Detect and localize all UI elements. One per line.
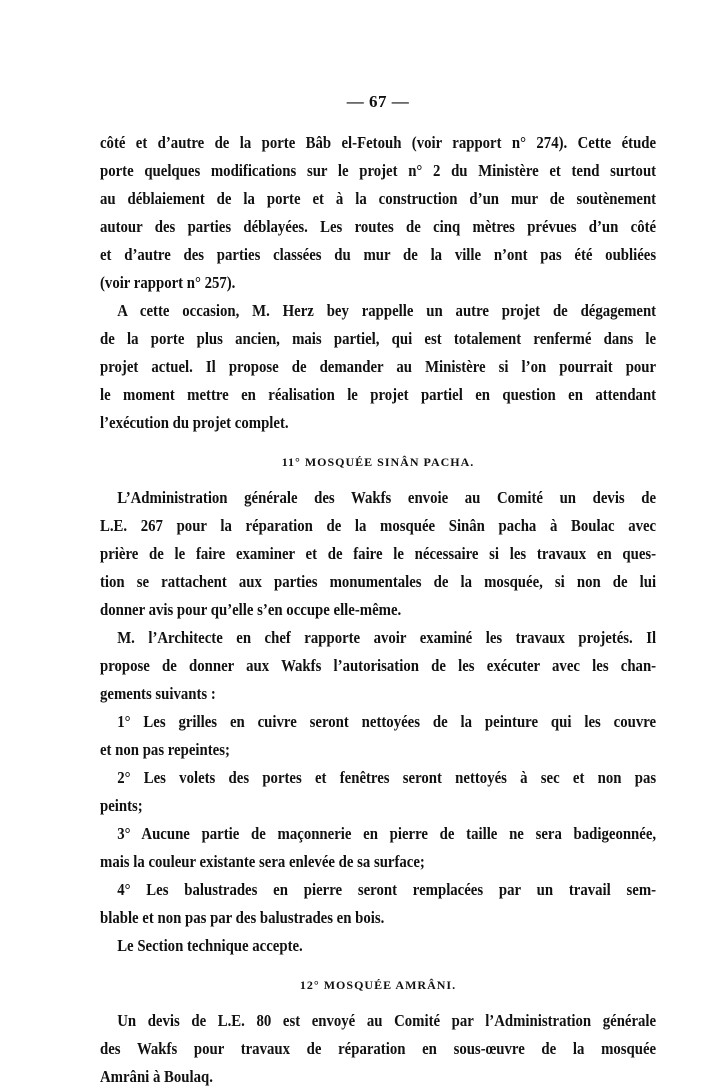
paragraph-herz-bey: [100, 297, 656, 437]
paragraph-section-accepte: [100, 932, 656, 960]
page-number: — 67 —: [346, 92, 410, 111]
section-heading-11: [100, 448, 656, 476]
text-line: Amrâni à Boulaq.: [100, 1067, 213, 1086]
text-line: mais la couleur existante sera enlevée de sa surface;: [100, 852, 425, 871]
text-line: 2° Les volets des portes et fenêtres seront nettoyés à sec et non pas: [117, 768, 657, 787]
document-page: [100, 90, 656, 1091]
section-number: 12°: [299, 978, 320, 992]
text-line: A cette occasion, M. Herz bey rappelle un autre projet de dégagement: [117, 301, 657, 320]
paragraph-amrani-devis: [100, 1007, 656, 1091]
text-line: prière de le faire examiner et de faire le nécessaire si les travaux en ques-: [100, 544, 657, 563]
text-line: 1° Les grilles en cuivre seront nettoyées de la peinture qui les couvre: [117, 712, 657, 731]
text-line: le moment mettre en réalisation le projet partiel en question en attendant: [100, 385, 657, 404]
list-item-2: [100, 764, 656, 820]
text-line: M. l’Architecte en chef rapporte avoir examiné les travaux projetés. Il: [117, 628, 657, 647]
paragraph-bab-el-fetouh: [100, 129, 656, 297]
paragraph-wakfs-devis: [100, 484, 656, 624]
text-line: (voir rapport n° 257).: [100, 273, 236, 292]
text-line: donner avis pour qu’elle s’en occupe elle-même.: [100, 600, 402, 619]
paragraph-architecte: [100, 624, 656, 708]
text-line: blable et non pas par des balustrades en bois.: [100, 908, 385, 927]
text-line: côté et d’autre de la porte Bâb el-Fetouh (voir rapport n° 274). Cette étude: [100, 133, 657, 152]
text-line: tion se rattachent aux parties monumentales de la mosquée, si non de lui: [100, 572, 657, 591]
text-line: L’Administration générale des Wakfs envoie au Comité un devis de: [117, 488, 657, 507]
text-line: 4° Les balustrades en pierre seront remplacées par un travail sem-: [117, 880, 657, 899]
section-number: 11°: [281, 455, 301, 469]
text-line: projet actuel. Il propose de demander au Ministère si l’on pourrait pour: [100, 357, 657, 376]
section-title: MOSQUÉE AMRÂNI.: [323, 978, 457, 992]
section-heading-12: [100, 971, 656, 999]
text-line: l’exécution du projet complet.: [100, 413, 289, 432]
text-line: gements suivants :: [100, 684, 216, 703]
section-title: MOSQUÉE SINÂN PACHA.: [304, 455, 475, 469]
text-line: des Wakfs pour travaux de réparation en sous-œuvre de la mosquée: [100, 1039, 657, 1058]
text-line: Le Section technique accepte.: [117, 936, 303, 955]
list-item-3: [100, 820, 656, 876]
text-line: peints;: [100, 796, 143, 815]
list-item-4: [100, 876, 656, 932]
text-line: et d’autre des parties classées du mur de la ville n’ont pas été oubliées: [100, 245, 657, 264]
text-line: porte quelques modifications sur le projet n° 2 du Ministère et tend surtout: [100, 161, 657, 180]
text-line: propose de donner aux Wakfs l’autorisation de les exécuter avec les chan-: [100, 656, 657, 675]
text-line: de la porte plus ancien, mais partiel, qui est totalement renfermé dans le: [100, 329, 657, 348]
text-line: autour des parties déblayées. Les routes de cinq mètres prévues d’un côté: [100, 217, 657, 236]
text-line: et non pas repeintes;: [100, 740, 230, 759]
text-line: au déblaiement de la porte et à la construction d’un mur de soutènement: [100, 189, 657, 208]
text-line: 3° Aucune partie de maçonnerie en pierre de taille ne sera badigeonnée,: [117, 824, 657, 843]
text-line: Un devis de L.E. 80 est envoyé au Comité par l’Administration générale: [117, 1011, 657, 1030]
text-line: L.E. 267 pour la réparation de la mosquée Sinân pacha à Boulac avec: [100, 516, 657, 535]
list-item-1: [100, 708, 656, 764]
